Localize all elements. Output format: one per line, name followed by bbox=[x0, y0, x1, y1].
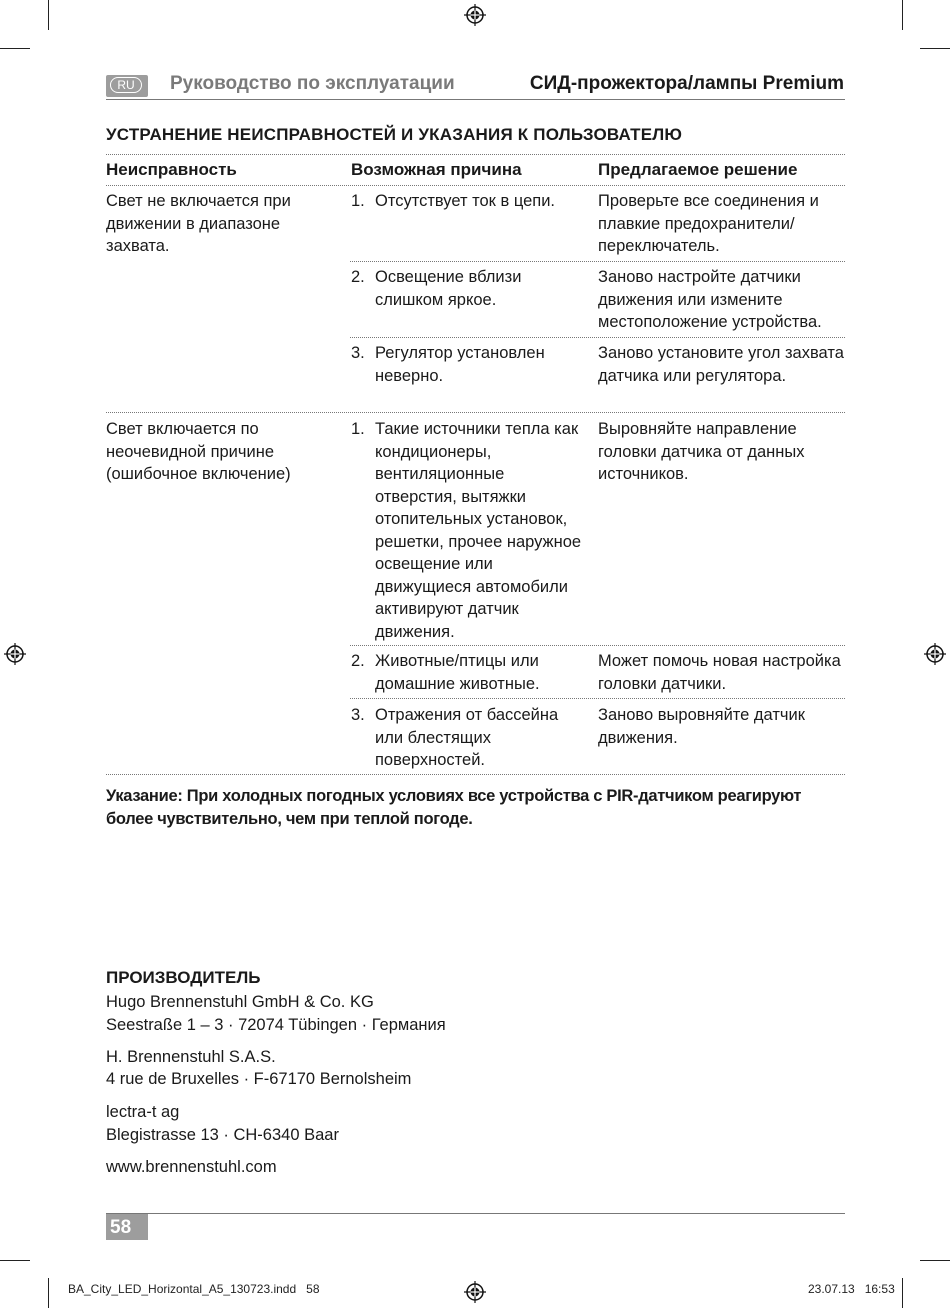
manufacturer-title: ПРОИЗВОДИТЕЛЬ bbox=[106, 968, 261, 987]
cause-cell: Регулятор установлен неверно. bbox=[375, 344, 545, 385]
row-divider bbox=[350, 645, 845, 646]
crop-mark bbox=[902, 0, 903, 30]
row-divider bbox=[350, 698, 845, 699]
crop-mark bbox=[0, 48, 30, 49]
cause-cell: Отражения от бассейна или блестящих поверхностей. bbox=[375, 706, 559, 769]
language-badge bbox=[106, 75, 148, 97]
solution-cell: Заново выровняйте датчик движения. bbox=[598, 706, 805, 747]
solution-cell: Заново настройте датчики движения или измените местоположение устройства. bbox=[598, 268, 822, 331]
manufacturer-line: 4 rue de Bruxelles · F-67170 Bernolsheim bbox=[106, 1070, 412, 1088]
row-divider bbox=[350, 337, 845, 338]
cause-cell: Такие источники тепла как кондиционеры, вентиляционные отверстия, вытяжки отопительных установок, решетки, прочее наружное освещение или движущиеся автомобили активируют датчик движения. bbox=[375, 420, 582, 641]
manufacturer-line: Seestraße 1 – 3 · 72074 Tübingen · Германия bbox=[106, 1016, 446, 1034]
crop-mark bbox=[920, 48, 950, 49]
manufacturer-line: Blegistrasse 13 · CH-6340 Baar bbox=[106, 1126, 339, 1144]
page-number: 58 bbox=[106, 1214, 148, 1240]
crop-mark bbox=[48, 0, 49, 30]
slug-date: 23.07.13 16:53 bbox=[808, 1282, 895, 1296]
crop-mark bbox=[920, 1260, 950, 1261]
crop-mark bbox=[0, 1260, 30, 1261]
column-header-cause: Возможная причина bbox=[351, 160, 522, 179]
solution-cell: Выровняйте направление головки датчика от данных источников. bbox=[598, 420, 805, 483]
cause-number: 2. bbox=[351, 652, 365, 670]
manufacturer-line: Hugo Brennenstuhl GmbH & Co. KG bbox=[106, 993, 374, 1011]
column-header-solution: Предлагаемое решение bbox=[598, 160, 798, 179]
table-divider bbox=[106, 185, 845, 186]
row-divider bbox=[350, 261, 845, 262]
cause-number: 1. bbox=[351, 420, 365, 438]
manufacturer-line: H. Brennenstuhl S.A.S. bbox=[106, 1048, 276, 1066]
crop-mark bbox=[48, 1278, 49, 1308]
footer-divider bbox=[106, 1213, 845, 1214]
cause-cell: Освещение вблизи слишком яркое. bbox=[375, 268, 522, 309]
cause-number: 3. bbox=[351, 344, 365, 362]
solution-cell: Может помочь новая настройка головки датчики. bbox=[598, 652, 841, 693]
column-header-fault: Неисправность bbox=[106, 160, 237, 179]
language-code: RU bbox=[110, 77, 142, 93]
registration-mark-icon bbox=[924, 643, 946, 665]
registration-mark-icon bbox=[464, 1281, 486, 1303]
cause-number: 2. bbox=[351, 268, 365, 286]
fault-cell: Свет включается по неочевидной причине (ошибочное включение) bbox=[106, 420, 291, 483]
section-title: УСТРАНЕНИЕ НЕИСПРАВНОСТЕЙ И УКАЗАНИЯ К ПОЛЬЗОВАТЕЛЮ bbox=[106, 125, 683, 144]
cause-cell: Отсутствует ток в цепи. bbox=[375, 192, 556, 210]
header-divider bbox=[106, 99, 845, 100]
table-divider bbox=[106, 774, 845, 775]
manufacturer-line: lectra-t ag bbox=[106, 1103, 180, 1121]
website-link[interactable]: www.brennenstuhl.com bbox=[106, 1158, 277, 1176]
cause-cell: Животные/птицы или домашние животные. bbox=[375, 652, 540, 693]
product-title: СИД-прожектора/лампы Premium bbox=[529, 73, 844, 94]
cause-number: 3. bbox=[351, 706, 365, 724]
table-divider bbox=[106, 412, 845, 413]
registration-mark-icon bbox=[464, 4, 486, 26]
solution-cell: Проверьте все соединения и плавкие предохранители/ переключатель. bbox=[598, 192, 819, 255]
manual-title: Руководство по эксплуатации bbox=[170, 73, 455, 94]
cold-weather-note: Указание: При холодных погодных условиях все устройства с PIR-датчиком реагируют более чувствительно, чем при теплой погоде. bbox=[106, 787, 802, 828]
table-divider bbox=[106, 154, 845, 155]
cause-number: 1. bbox=[351, 192, 365, 210]
registration-mark-icon bbox=[4, 643, 26, 665]
crop-mark bbox=[902, 1278, 903, 1308]
fault-cell: Свет не включается при движении в диапазоне захвата. bbox=[106, 192, 291, 255]
slug-file: BA_City_LED_Horizontal_A5_130723.indd 58 bbox=[68, 1282, 320, 1296]
solution-cell: Заново установите угол захвата датчика или регулятора. bbox=[598, 344, 844, 385]
